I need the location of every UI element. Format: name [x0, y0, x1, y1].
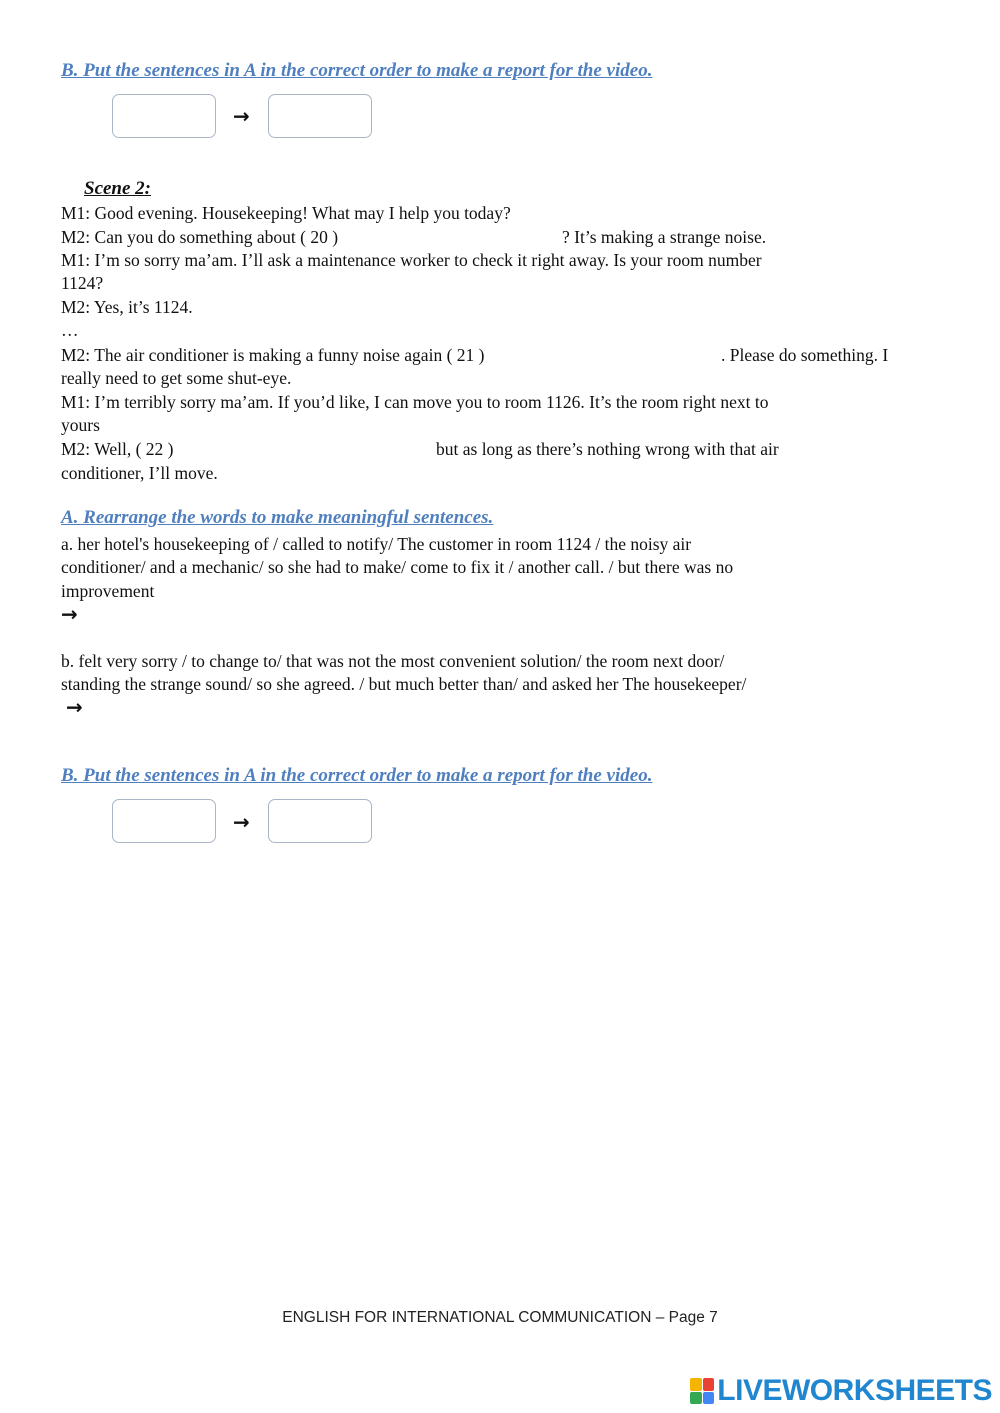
dialogue-line: M2: Well, ( 22 ) [61, 439, 174, 459]
dialogue-line: M2: Yes, it’s 1124. [61, 297, 193, 317]
answer-box-4[interactable] [268, 799, 372, 843]
dialogue-line: . Please do something. I [721, 345, 889, 365]
blank-input-21[interactable] [575, 344, 715, 366]
dialogue-line: conditioner, I’ll move. [61, 463, 218, 483]
dialogue-line: … [61, 320, 79, 340]
dialogue-line: 1124? [61, 273, 104, 293]
logo-mark-icon [690, 1378, 714, 1404]
dialogue-line: really need to get some shut-eye. [61, 368, 292, 388]
logo-text: LIVEWORKSHEETS [717, 1374, 992, 1407]
dialogue-line: M2: The air conditioner is making a funny noise again ( 21 ) [61, 345, 485, 365]
item-a-line: improvement [61, 581, 155, 601]
answer-box-1[interactable] [112, 94, 216, 138]
dialogue-line: ? It’s making a strange noise. [562, 227, 767, 247]
arrow-icon: → [233, 810, 250, 834]
arrow-icon: → [61, 602, 78, 626]
dialogue-line: yours [61, 415, 100, 435]
item-b-line: b. felt very sorry / to change to/ that was not the most convenient solution/ the room next door/ [61, 651, 725, 671]
dialogue-line: M1: I’m so sorry ma’am. I’ll ask a maintenance worker to check it right away. Is your room number [61, 250, 762, 270]
dialogue-line: M2: Can you do something about ( 20 ) [61, 227, 339, 247]
page-footer: ENGLISH FOR INTERNATIONAL COMMUNICATION – Page 7 [282, 1309, 718, 1326]
section-a-heading: A. Rearrange the words to make meaningful sentences. [61, 507, 494, 528]
section-b-heading-top: B. Put the sentences in A in the correct order to make a report for the video. [61, 60, 653, 81]
answer-input-a[interactable] [88, 602, 928, 624]
answer-input-b[interactable] [92, 695, 928, 717]
scene-title: Scene 2: [84, 178, 152, 199]
liveworksheets-logo [690, 1376, 992, 1406]
blank-input-22[interactable] [197, 438, 427, 460]
item-a-line: a. her hotel's housekeeping of / called to notify/ The customer in room 1124 / the noisy air [61, 534, 692, 554]
dialogue-line: M1: Good evening. Housekeeping! What may I help you today? [61, 203, 511, 223]
answer-box-2[interactable] [268, 94, 372, 138]
dialogue-line: M1: I’m terribly sorry ma’am. If you’d like, I can move you to room 1126. It’s the room right next to [61, 392, 769, 412]
item-b-line: standing the strange sound/ so she agreed. / but much better than/ and asked her The housekeeper/ [61, 674, 747, 694]
blank-input-20[interactable] [395, 226, 555, 248]
item-a-line: conditioner/ and a mechanic/ so she had to make/ come to fix it / another call. / but there was no [61, 557, 734, 577]
section-b-heading-bottom: B. Put the sentences in A in the correct order to make a report for the video. [61, 765, 653, 786]
arrow-icon: → [66, 695, 83, 719]
answer-box-3[interactable] [112, 799, 216, 843]
dialogue-line: but as long as there’s nothing wrong with that air [436, 439, 779, 459]
arrow-icon: → [233, 104, 250, 128]
